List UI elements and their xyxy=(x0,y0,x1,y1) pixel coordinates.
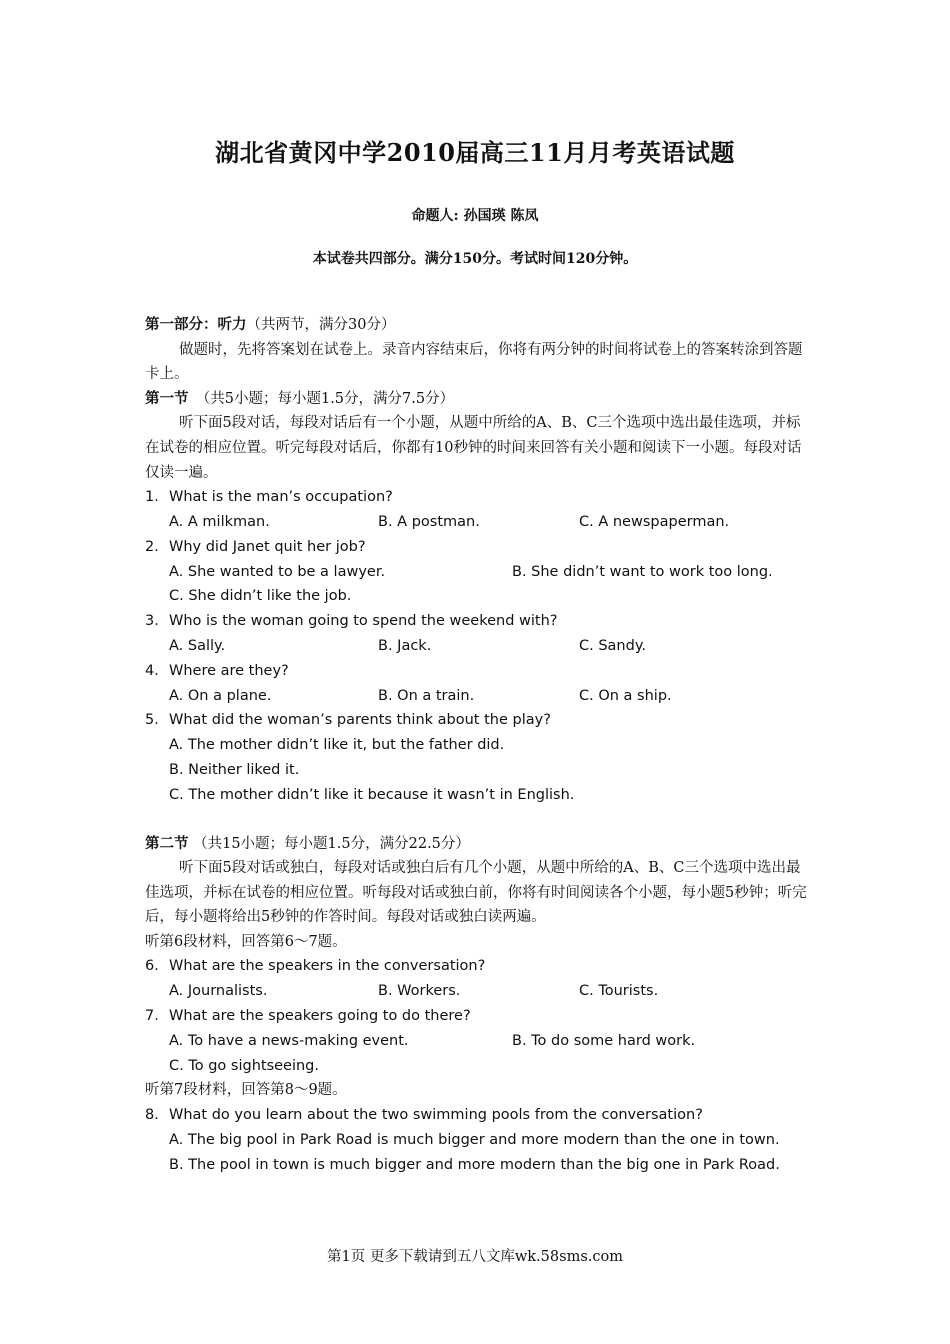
question-8 xyxy=(145,1103,807,1128)
question-1 xyxy=(145,485,807,510)
option-c: C. She didn’t like the job. xyxy=(169,588,352,605)
question-4 xyxy=(145,659,807,684)
options-row xyxy=(145,1153,807,1178)
options-row xyxy=(145,560,807,585)
author-line: 命题人: 孙国瑛 陈凤 xyxy=(411,208,539,224)
question-number: 5． xyxy=(145,712,169,729)
section2-heading xyxy=(145,832,807,857)
options-row xyxy=(145,1128,807,1153)
option-b: B. To do some hard work. xyxy=(512,1032,696,1049)
section1-heading xyxy=(145,387,807,412)
option-a: A. To have a news-making event. xyxy=(169,1032,409,1049)
part1-heading-bold: 第一部分：听力 xyxy=(145,316,247,333)
option-a: A. On a plane. xyxy=(169,687,272,704)
option-a: A. Sally. xyxy=(169,637,226,654)
option-b: B. On a train. xyxy=(378,687,475,704)
question-text: What do you learn about the two swimming pools from the conversation? xyxy=(169,1107,703,1124)
question-number: 7． xyxy=(145,1008,169,1025)
option-b: B. Workers. xyxy=(378,983,461,1000)
exam-content xyxy=(145,313,807,1177)
question-text: Where are they? xyxy=(169,662,289,679)
option-a: A. Journalists. xyxy=(169,983,268,1000)
section2-heading-bold: 第二节 xyxy=(145,834,189,852)
question-7 xyxy=(145,1004,807,1029)
question-number: 8． xyxy=(145,1107,169,1124)
section1-heading-rest: （共5小题；每小题1.5分，满分7.5分） xyxy=(188,390,455,407)
question-5 xyxy=(145,708,807,733)
question-number: 6． xyxy=(145,958,169,975)
option-b: B. A postman. xyxy=(378,513,480,530)
question-3 xyxy=(145,609,807,634)
exam-intro: 本试卷共四部分。满分150分。考试时间120分钟。 xyxy=(312,251,638,267)
options-row xyxy=(145,979,807,1004)
options-row xyxy=(145,758,807,783)
section2-heading-rest: （共15小题；每小题1.5分，满分22.5分） xyxy=(188,835,470,852)
question-6 xyxy=(145,954,807,979)
options-row xyxy=(145,584,807,609)
option-c: C. To go sightseeing. xyxy=(169,1057,319,1074)
option-a: A. She wanted to be a lawyer. xyxy=(169,563,386,580)
question-number: 2． xyxy=(145,538,169,555)
option-c: C. The mother didn’t like it because it wasn’t in English. xyxy=(169,786,575,803)
options-row xyxy=(145,733,807,758)
options-row xyxy=(145,510,807,535)
options-row xyxy=(145,634,807,659)
section2-instruction: 听下面5段对话或独白，每段对话或独白后有几个小题，从题中所给的A、B、C三个选项中选出最佳选项，并标在试卷的相应位置。听每段对话或独白前，你将有时间阅读各个小题，每小题5秒钟；听完后，每小题将给出5秒钟的作答时间。每段对话或独白读两遍。 xyxy=(145,860,807,926)
options-row xyxy=(145,783,807,808)
question-text: What is the man’s occupation? xyxy=(169,489,393,506)
page-footer: 第1页 更多下载请到五八文库wk.58sms.com xyxy=(327,1249,623,1265)
option-c: C. A newspaperman. xyxy=(579,513,730,530)
question-text: Who is the woman going to spend the weekend with? xyxy=(169,613,558,630)
section1-instruction: 听下面5段对话，每段对话后有一个小题，从题中所给的A、B、C三个选项中选出最佳选项，并标在试卷的相应位置。听完每段对话后，你都有10秒钟的时间来回答有关小题和阅读下一小题。每段对话仅读一遍。 xyxy=(145,415,802,481)
page-title: 湖北省黄冈中学2010届高三11月月考英语试题 xyxy=(215,138,735,167)
material-6-note: 听第6段材料，回答第6～7题。 xyxy=(145,933,347,950)
question-2 xyxy=(145,535,807,560)
part1-instruction: 做题时，先将答案划在试卷上。录音内容结束后，你将有两分钟的时间将试卷上的答案转涂到答题卡上。 xyxy=(145,341,803,383)
question-text: What are the speakers in the conversation? xyxy=(169,958,486,975)
option-a: A. The mother didn’t like it, but the father did. xyxy=(169,737,505,754)
option-b: B. The pool in town is much bigger and more modern than the big one in Park Road. xyxy=(169,1156,780,1173)
options-row xyxy=(145,684,807,709)
option-b: B. Jack. xyxy=(378,637,432,654)
question-text: What are the speakers going to do there? xyxy=(169,1008,471,1025)
question-number: 3． xyxy=(145,613,169,630)
question-text: Why did Janet quit her job? xyxy=(169,538,366,555)
options-row xyxy=(145,1029,807,1054)
option-c: C. Tourists. xyxy=(579,983,659,1000)
material-7-note: 听第7段材料，回答第8～9题。 xyxy=(145,1082,347,1099)
option-b: B. She didn’t want to work too long. xyxy=(512,563,773,580)
question-text: What did the woman’s parents think about the play? xyxy=(169,712,551,729)
question-number: 1． xyxy=(145,489,169,506)
option-a: A. The big pool in Park Road is much bigger and more modern than the one in town. xyxy=(169,1131,780,1148)
section1-heading-bold: 第一节 xyxy=(145,389,189,407)
part1-heading xyxy=(145,313,807,338)
part1-heading-rest: （共两节，满分30分） xyxy=(246,317,396,333)
option-b: B. Neither liked it. xyxy=(169,761,300,778)
question-number: 4． xyxy=(145,662,169,679)
option-c: C. Sandy. xyxy=(579,637,646,654)
spacer xyxy=(145,808,807,832)
option-c: C. On a ship. xyxy=(579,687,672,704)
option-a: A. A milkman. xyxy=(169,513,270,530)
options-row xyxy=(145,1054,807,1079)
